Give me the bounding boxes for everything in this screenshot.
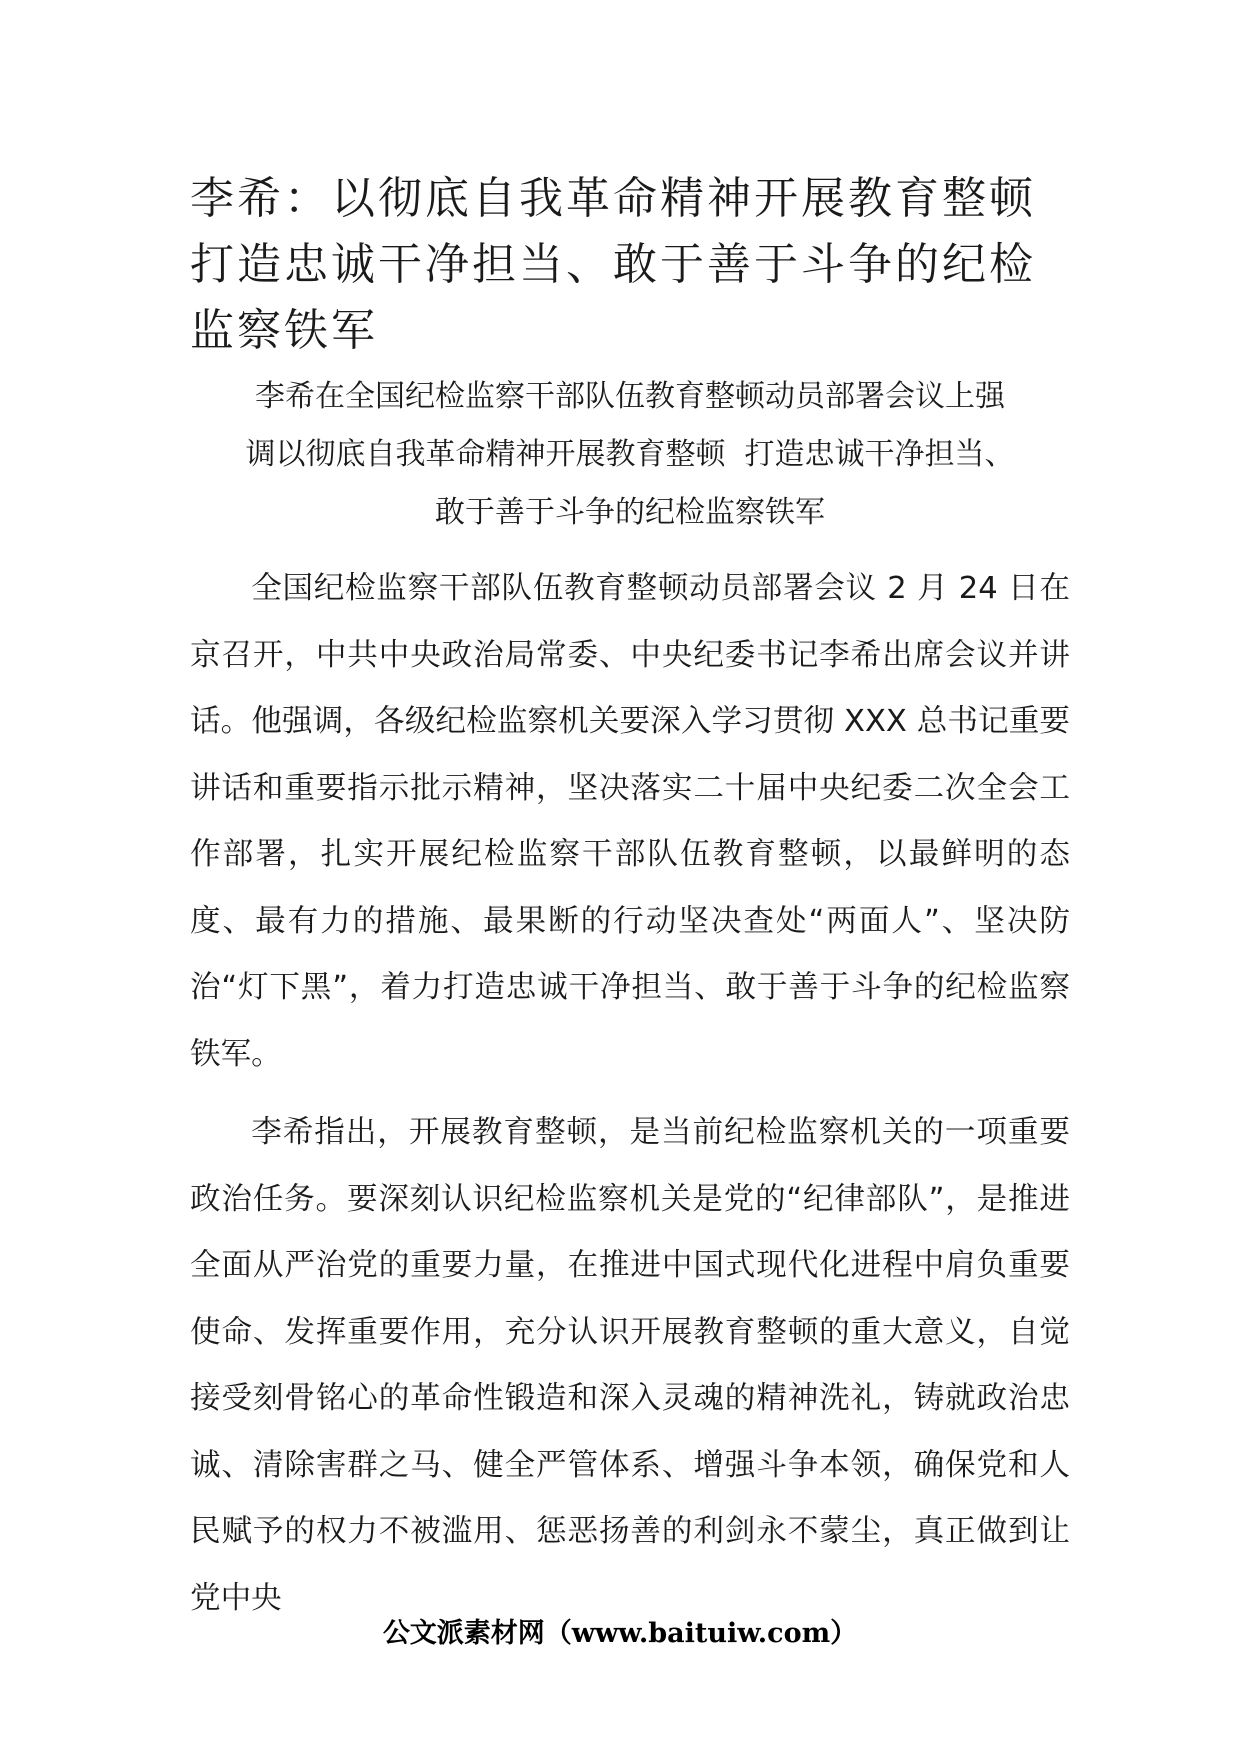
- article-subtitle: [190, 368, 1070, 542]
- subtitle-line: 李希在全国纪检监察干部队伍教育整顿动员部署会议上强: [255, 379, 1005, 414]
- subtitle-line: 敢于善于斗争的纪检监察铁军: [435, 495, 825, 530]
- subtitle-line: 调以彻底自我革命精神开展教育整顿 打造忠诚干净担当、: [245, 437, 1015, 472]
- body-paragraph: 李希指出，开展教育整顿，是当前纪检监察机关的一项重要政治任务。要深刻认识纪检监察机关是党的“纪律部队”，是推进全面从严治党的重要力量，在推进中国式现代化进程中肩负重要使命、发挥重要作用，充分认识开展教育整顿的重大意义，自觉接受刻骨铭心的革命性锻造和深入灵魂的精神洗礼，铸就政治忠诚、清除害群之马、健全严管体系、增强斗争本领，确保党和人民赋予的权力不被滥用、惩恶扬善的利剑永不蒙尘，真正做到让党中央: [190, 1115, 1070, 1616]
- article-body: [190, 556, 1070, 1644]
- source-watermark-footer: 公文派素材网（www.baituiw.com）: [382, 1618, 858, 1649]
- article-title: 李希：以彻底自我革命精神开展教育整顿打造忠诚干净担当、敢于善于斗争的纪检监察铁军: [190, 173, 1036, 356]
- body-paragraph: 全国纪检监察干部队伍教育整顿动员部署会议 2 月 24 日在京召开，中共中央政治局常委、中央纪委书记李希出席会议并讲话。他强调，各级纪检监察机关要深入学习贯彻 XXX 总书记重要讲话和重要指示批示精神，坚决落实二十届中央纪委二次全会工作部署，扎实开展纪检监察干部队伍教育整顿，以最鲜明的态度、最有力的措施、最果断的行动坚决查处“两面人”、坚决防治“灯下黑”，着力打造忠诚干净担当、敢于善于斗争的纪检监察铁军。: [190, 571, 1070, 1072]
